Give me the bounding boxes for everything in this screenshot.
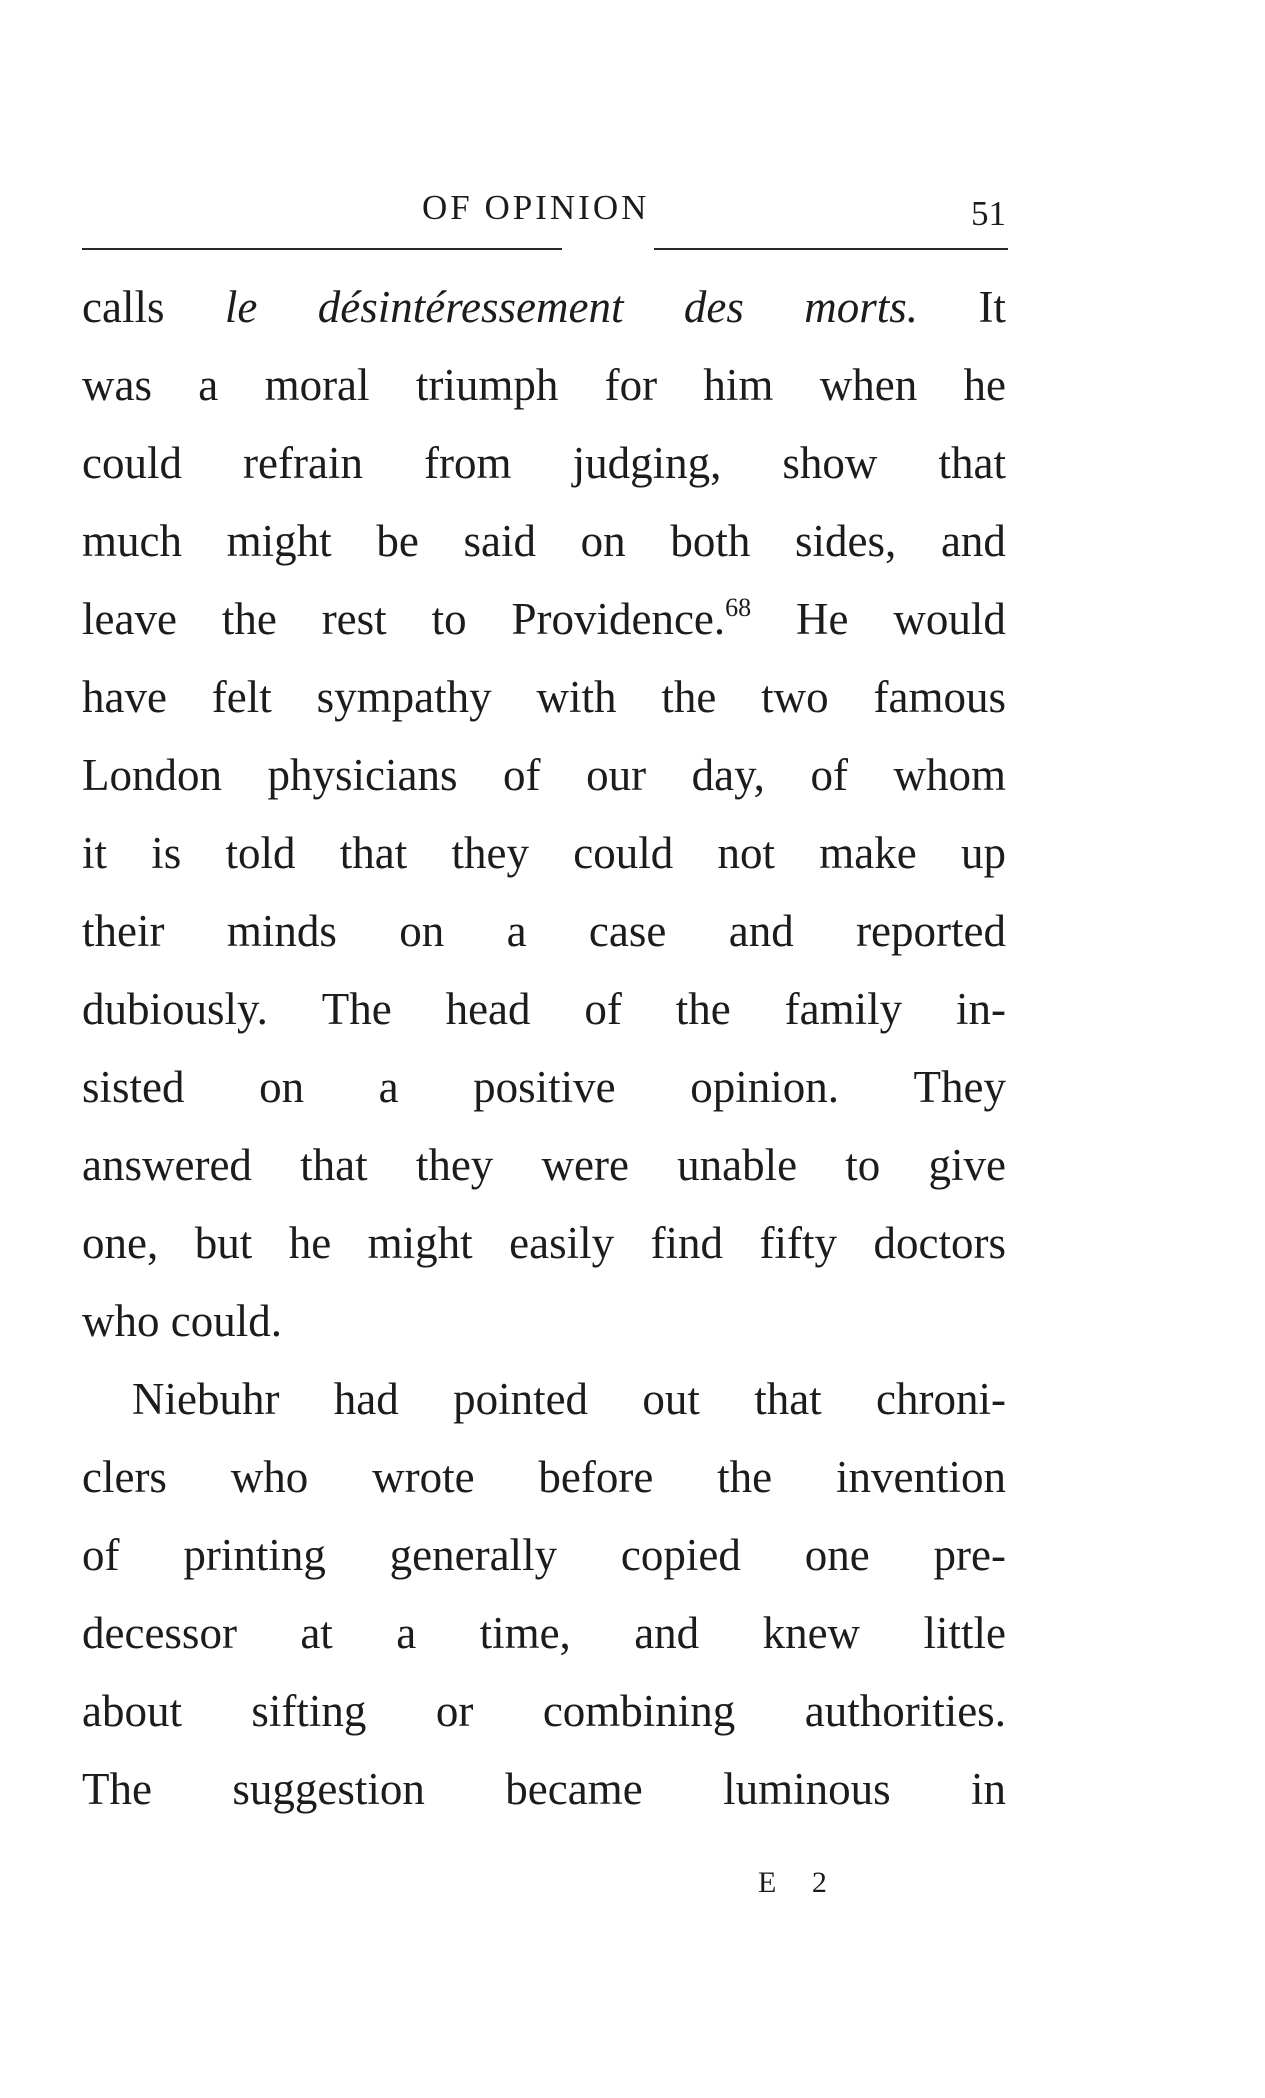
word: not <box>717 828 776 878</box>
word: much <box>82 516 182 566</box>
word: said <box>463 516 536 566</box>
word: might <box>226 516 332 566</box>
word: positive <box>473 1062 616 1112</box>
word: could <box>82 438 182 488</box>
word: sympathy <box>316 672 492 722</box>
word: famous <box>873 672 1006 722</box>
word: Niebuhr <box>132 1374 280 1424</box>
word: time, <box>479 1608 571 1658</box>
word: case <box>588 906 667 956</box>
word: rest <box>321 594 387 644</box>
word: combining <box>542 1686 736 1736</box>
word: wrote <box>372 1452 475 1502</box>
word: that <box>938 438 1006 488</box>
word: to <box>845 1140 881 1190</box>
word: knew <box>762 1608 861 1658</box>
word: doctors <box>873 1218 1006 1268</box>
word: of <box>503 750 541 800</box>
word: on <box>580 516 626 566</box>
word: luminous <box>723 1764 891 1814</box>
text-line <box>82 1204 1006 1282</box>
word: decessor <box>82 1608 237 1658</box>
word: London <box>82 750 222 800</box>
word: He <box>796 594 849 644</box>
word: but <box>194 1218 253 1268</box>
word: out <box>642 1374 700 1424</box>
word: on <box>259 1062 305 1112</box>
text-line <box>82 1750 1006 1828</box>
word: reported <box>856 906 1006 956</box>
word: in- <box>955 984 1006 1034</box>
word: with <box>536 672 617 722</box>
text-line <box>82 658 1006 736</box>
word: would <box>893 594 1006 644</box>
text-line <box>82 1048 1006 1126</box>
word: told <box>225 828 296 878</box>
word: is <box>151 828 182 878</box>
word: easily <box>509 1218 615 1268</box>
word: two <box>761 672 829 722</box>
signature-mark: E 2 <box>758 1866 841 1899</box>
text-line <box>82 424 1006 502</box>
text-line <box>82 346 1006 424</box>
word: be <box>376 516 419 566</box>
text-line <box>82 1516 1006 1594</box>
text-line <box>82 1438 1006 1516</box>
word: opinion. <box>690 1062 839 1112</box>
word: have <box>82 672 167 722</box>
word: and <box>634 1608 700 1658</box>
text-line <box>82 1672 1006 1750</box>
word-with-note <box>511 580 751 658</box>
word: authorities. <box>804 1686 1006 1736</box>
word: It <box>978 282 1006 332</box>
word: a <box>396 1608 417 1658</box>
word: they <box>451 828 530 878</box>
word: became <box>505 1764 643 1814</box>
word: minds <box>226 906 337 956</box>
word: answered <box>82 1140 252 1190</box>
word: felt <box>211 672 272 722</box>
text-line <box>82 814 1006 892</box>
word: he <box>288 1218 332 1268</box>
word: show <box>782 438 878 488</box>
word: leave <box>82 594 177 644</box>
word: was <box>82 360 152 410</box>
word: might <box>367 1218 473 1268</box>
word: clers <box>82 1452 167 1502</box>
word: before <box>538 1452 654 1502</box>
word: at <box>300 1608 333 1658</box>
word: physicians <box>267 750 458 800</box>
word: and <box>728 906 794 956</box>
footnote-reference: 68 <box>725 593 752 622</box>
word: sides, <box>795 516 897 566</box>
word: one <box>804 1530 870 1580</box>
paragraph-end-line: who could. <box>82 1296 282 1346</box>
word: a <box>198 360 219 410</box>
word: were <box>541 1140 629 1190</box>
paragraph-first-line <box>82 1360 1006 1438</box>
word: calls <box>82 282 165 332</box>
text-line <box>82 892 1006 970</box>
header-rule-left <box>82 248 562 250</box>
text-line <box>82 1126 1006 1204</box>
word: invention <box>835 1452 1006 1502</box>
text-line <box>82 1594 1006 1672</box>
word: our <box>586 750 647 800</box>
running-head <box>82 188 1008 248</box>
italic-word: morts. <box>804 282 919 332</box>
text-line <box>82 502 1006 580</box>
word: who <box>230 1452 309 1502</box>
word: refrain <box>243 438 363 488</box>
italic-word: désintéressement <box>317 282 624 332</box>
italic-word: des <box>683 282 744 332</box>
word: suggestion <box>232 1764 425 1814</box>
text-line <box>82 268 1006 346</box>
word: printing <box>183 1530 326 1580</box>
word: find <box>650 1218 724 1268</box>
word: of <box>82 1530 120 1580</box>
word: the <box>661 672 717 722</box>
word: or <box>435 1686 474 1736</box>
word: dubiously. <box>82 984 268 1034</box>
word: on <box>399 906 445 956</box>
word: it <box>82 828 108 878</box>
word: that <box>339 828 408 878</box>
word: their <box>82 906 165 956</box>
word: him <box>703 360 774 410</box>
word: for <box>604 360 658 410</box>
word: to <box>431 594 467 644</box>
word: make <box>819 828 917 878</box>
word: both <box>670 516 751 566</box>
word: The <box>321 984 392 1034</box>
word: little <box>923 1608 1006 1658</box>
word: generally <box>389 1530 558 1580</box>
word: pre- <box>933 1530 1006 1580</box>
word: day, <box>691 750 765 800</box>
word: of <box>584 984 622 1034</box>
word: that <box>300 1140 368 1190</box>
header-rule-right <box>654 248 1008 250</box>
word: copied <box>620 1530 741 1580</box>
word: the <box>221 594 277 644</box>
word: fifty <box>759 1218 838 1268</box>
word: from <box>424 438 512 488</box>
word: that <box>754 1374 822 1424</box>
word: sifting <box>251 1686 367 1736</box>
word: chroni- <box>876 1374 1006 1424</box>
word: could <box>573 828 674 878</box>
word: a <box>506 906 527 956</box>
word: pointed <box>453 1374 589 1424</box>
word: about <box>82 1686 182 1736</box>
word: when <box>819 360 918 410</box>
italic-word: le <box>224 282 258 332</box>
word: Providence. <box>511 594 726 644</box>
word: one, <box>82 1218 159 1268</box>
running-title: OF OPINION <box>422 188 650 227</box>
word: he <box>963 360 1006 410</box>
word: moral <box>264 360 370 410</box>
text-line <box>82 970 1006 1048</box>
word: the <box>675 984 731 1034</box>
word: unable <box>677 1140 798 1190</box>
word: the <box>717 1452 773 1502</box>
word: They <box>913 1062 1006 1112</box>
word: family <box>784 984 903 1034</box>
body-text <box>82 268 1006 1828</box>
word: The <box>82 1764 152 1814</box>
word: in <box>970 1764 1006 1814</box>
word: had <box>333 1374 399 1424</box>
word: whom <box>893 750 1006 800</box>
word: sisted <box>82 1062 185 1112</box>
word: they <box>415 1140 494 1190</box>
word: up <box>960 828 1006 878</box>
word: triumph <box>415 360 559 410</box>
word: a <box>378 1062 399 1112</box>
word: judging, <box>572 438 722 488</box>
text-line-with-note <box>82 580 1006 658</box>
word: and <box>940 516 1006 566</box>
page-number: 51 <box>971 194 1006 233</box>
text-line <box>82 736 1006 814</box>
word: of <box>810 750 848 800</box>
word: give <box>928 1140 1006 1190</box>
word: head <box>445 984 531 1034</box>
